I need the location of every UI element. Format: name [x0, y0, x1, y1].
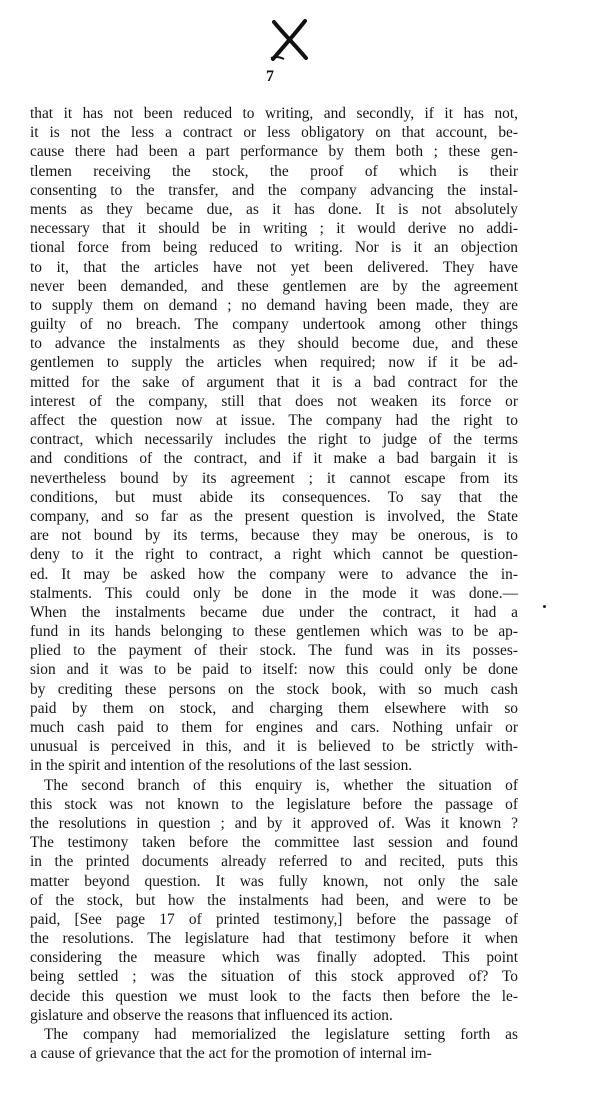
text-line: deny to it the right to contract, a right which cannot be question-: [30, 546, 518, 564]
text-line: The testimony taken before the committee last session and found: [30, 834, 518, 852]
text-line: ments as they became due, as it has done. It is not absolutely: [30, 200, 518, 218]
text-line: to it, that the articles have not yet been delivered. They have: [30, 258, 518, 276]
text-line: plied to the payment of their stock. The fund was in its posses-: [30, 642, 518, 660]
text-line: guilty of no breach. The company undertook among other things: [30, 316, 518, 334]
paragraph: [30, 104, 518, 776]
text-line: being settled ; was the situation of this stock approved of? To: [30, 968, 518, 986]
text-line: cause there had been a part performance by them both ; these gen-: [30, 143, 518, 161]
text-line: mitted for the sake of argument that it is a bad contract for the: [30, 373, 518, 391]
text-line: to supply them on demand ; no demand having been made, they are: [30, 296, 518, 314]
text-line: much cash paid to them for engines and cars. Nothing unfair or: [30, 719, 518, 736]
text-line: and conditions of the contract, and if it make a bad bargain it is: [30, 450, 518, 468]
text-line: sion and it was to be paid to itself: now this could only be done: [30, 661, 518, 679]
text-line: interest of the company, still that does not weaken its force or: [30, 392, 518, 410]
text-line: matter beyond question. It was fully known, not only the sale: [30, 872, 518, 890]
text-line: to advance the instalments as they should become due, and these: [30, 335, 518, 353]
text-line: tional force from being reduced to writing. Nor is it an objection: [30, 239, 518, 257]
text-line: a cause of grievance that the act for the promotion of internal im-: [30, 1045, 432, 1063]
text-line: this stock was not known to the legislature before the passage of: [30, 795, 518, 813]
text-line: ed. It may be asked how the company were to advance the in-: [30, 565, 518, 583]
text-line: stalments. This could only be done in the mode it was done.—: [30, 584, 518, 602]
text-line: fund in its hands belonging to these gentlemen which was to be ap-: [30, 623, 518, 641]
text-line: it is not the less a contract or less obligatory on that account, be-: [30, 124, 518, 142]
text-line: of the stock, but how the instalments had been, and were to be: [30, 891, 518, 909]
text-line: unusual is perceived in this, and it is believed to be strictly with-: [30, 738, 518, 756]
text-line: paid, [See page 17 of printed testimony,] before the passage of: [30, 910, 518, 928]
text-line: nevertheless bound by its agreement ; it cannot escape from its: [30, 469, 518, 487]
text-line: consenting to the transfer, and the company advancing the instal-: [30, 181, 518, 199]
text-line: paid by them on stock, and charging them elsewhere with so: [30, 699, 518, 717]
text-line: gentlemen to supply the articles when required; now if it be ad-: [30, 354, 518, 372]
text-line: considering the measure which was finally adopted. This point: [30, 949, 518, 967]
text-line: are not bound by its terms, because they may be onerous, is to: [30, 527, 518, 545]
text-line: The company had memorialized the legislature setting forth as: [44, 1026, 518, 1043]
text-line: tlemen receiving the stock, the proof of which is their: [30, 162, 518, 180]
text-line: never been demanded, and these gentlemen are by the agreement: [30, 277, 518, 295]
page-number: 7: [266, 68, 274, 85]
text-line: the resolutions. The legislature had that testimony before it when: [30, 930, 518, 948]
text-line: that it has not been reduced to writing, and secondly, if it has not,: [30, 105, 518, 122]
text-line: in the printed documents already referred to and recited, puts this: [30, 853, 518, 871]
text-line: The second branch of this enquiry is, whether the situation of: [44, 776, 518, 794]
cross-mark-icon: [268, 18, 312, 62]
text-line: contract, which necessarily includes the right to judge of the terms: [30, 431, 518, 449]
body-text: [30, 104, 518, 1063]
text-line: When the instalments became due under the contract, it had a: [30, 603, 518, 621]
text-line: by crediting these persons on the stock book, with so much cash: [30, 680, 518, 698]
paragraph: [30, 776, 518, 1025]
text-line: company, and so far as the present question is involved, the State: [30, 507, 518, 525]
text-line: in the spirit and intention of the resolutions of the last session.: [30, 757, 413, 775]
ink-speck: [543, 605, 546, 608]
text-line: gislature and observe the reasons that influenced its action.: [30, 1006, 393, 1024]
text-line: decide this question we must look to the facts then before the le-: [30, 987, 518, 1005]
text-line: the resolutions in question ; and by it approved of. Was it known ?: [30, 814, 518, 832]
paragraph: [30, 1025, 518, 1063]
text-line: conditions, but must abide its consequences. To say that the: [30, 488, 518, 506]
text-line: affect the question now at issue. The company had the right to: [30, 412, 518, 429]
text-line: necessary that it should be in writing ; it would derive no addi-: [30, 220, 518, 238]
